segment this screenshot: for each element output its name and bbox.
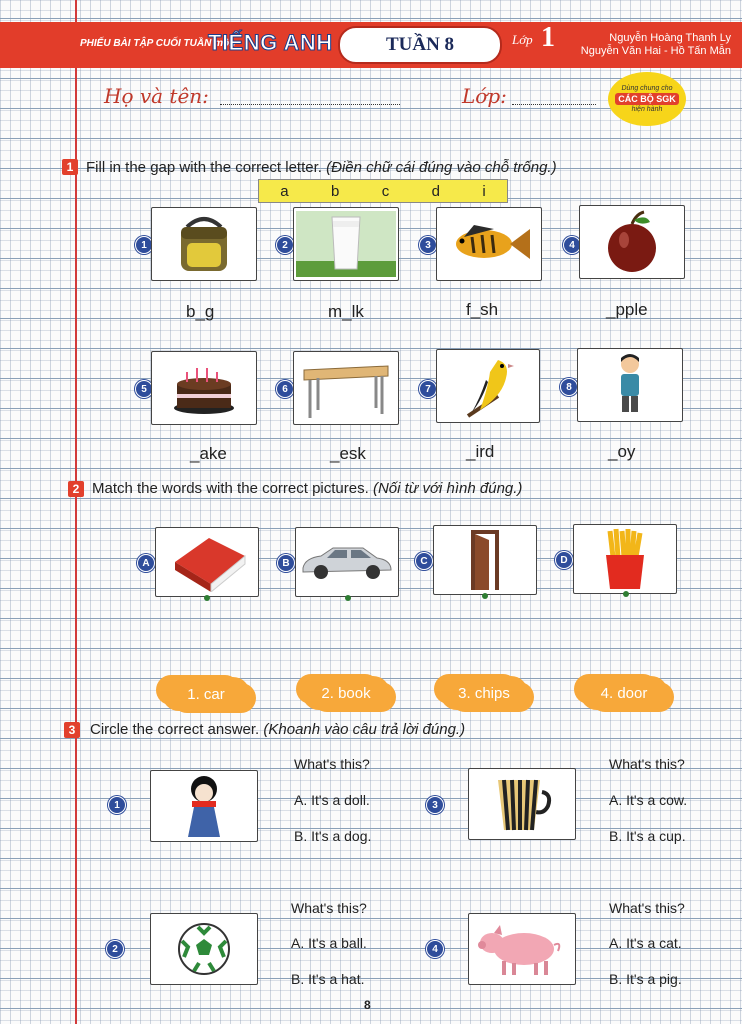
car-icon [299,542,395,582]
fill-word: _pple [606,300,648,319]
match-dot[interactable] [482,593,488,599]
answer-b[interactable]: B. It's a cup. [609,828,686,844]
picture-box [579,205,685,279]
badge-line-3: hiện hành [631,106,663,113]
item-number: 2 [276,236,294,254]
letter-bank [258,179,508,203]
door-icon [465,528,505,592]
fill-word: m_lk [328,302,364,321]
grade-number: 1 [541,22,555,53]
header-small-title: PHIẾU BÀI TẬP CUỐI TUẦN môn [80,38,236,49]
question-number: 4 [426,940,444,958]
cup-icon [490,774,554,834]
section-1-number: 1 [62,159,78,175]
match-picture[interactable] [295,527,399,597]
doll-icon [182,773,226,839]
section-3-title-en: Circle the correct answer. [90,721,260,738]
fill-word: b_g [186,302,215,321]
fill-word: _esk [330,444,366,463]
answer-a[interactable]: A. It's a ball. [291,935,367,951]
badge-line-2: CÁC BỘ SGK [615,93,679,105]
milk-icon [296,211,396,277]
match-picture[interactable] [573,524,677,594]
question-text: What's this? [609,756,685,772]
match-picture[interactable] [433,525,537,595]
week-box [338,26,502,64]
section-1-title-vi: (Điền chữ cái đúng vào chỗ trống.) [326,159,557,176]
cake-icon [169,358,239,418]
letter-d: d [431,182,440,200]
section-1-title [86,159,557,176]
picture-box [293,351,399,425]
section-1-title-en: Fill in the gap with the correct letter. [86,159,322,176]
section-2-title [92,480,522,497]
bird-icon [458,352,518,420]
fill-word: f_sh [466,300,499,319]
picture-letter: A [137,554,155,572]
chips-icon [600,527,650,591]
question-picture [150,770,258,842]
author-2: Nguyễn Văn Hai - Hồ Tấn Mẫn [580,45,731,57]
match-dot[interactable] [204,595,210,601]
sgk-badge [608,72,686,126]
question-number: 1 [108,796,126,814]
picture-box [293,207,399,281]
author-1: Nguyễn Hoàng Thanh Ly [609,32,731,44]
section-2-number: 2 [68,481,84,497]
fill-word: _oy [608,442,636,461]
question-picture [150,913,258,985]
bag-icon [169,213,239,275]
authors [563,32,731,58]
match-dot[interactable] [345,595,351,601]
picture-box [151,351,257,425]
letter-a: a [280,182,289,200]
item-number: 3 [419,236,437,254]
picture-letter: D [555,551,573,569]
answer-a[interactable]: A. It's a doll. [294,792,370,808]
letter-c: c [381,182,390,200]
picture-box [151,207,257,281]
picture-box [436,349,540,423]
book-icon [165,532,249,592]
desk-icon [298,356,394,420]
fish-icon [444,219,534,269]
week-label: TUẦN 8 [385,34,455,55]
picture-letter: C [415,552,433,570]
question-number: 2 [106,940,124,958]
section-3-title-vi: (Khoanh vào câu trả lời đúng.) [263,721,466,738]
question-number: 3 [426,796,444,814]
ball-icon [176,921,232,977]
answer-b[interactable]: B. It's a dog. [294,828,372,844]
pig-icon [476,921,568,977]
item-number: 4 [563,236,581,254]
question-text: What's this? [609,900,685,916]
question-picture [468,768,576,840]
match-picture[interactable] [155,527,259,597]
picture-box [577,348,683,422]
item-number: 7 [419,380,437,398]
badge-line-1: Dùng chung cho [621,85,673,92]
word-cloud[interactable]: 2. book [302,676,390,710]
page-number: 8 [364,998,371,1012]
picture-box [436,207,542,281]
section-2-title-vi: (Nối từ với hình đúng.) [372,480,523,497]
class-label: Lớp: [462,84,507,108]
answer-b[interactable]: B. It's a hat. [291,971,365,987]
word-cloud[interactable]: 1. car [162,677,250,711]
question-picture [468,913,576,985]
name-label: Họ và tên: [104,84,209,108]
fill-word: _ird [466,442,495,461]
boy-icon [610,352,650,418]
word-cloud[interactable]: 4. door [580,676,668,710]
word-cloud[interactable]: 3. chips [440,676,528,710]
margin-line [75,0,77,1024]
answer-a[interactable]: A. It's a cat. [609,935,682,951]
question-text: What's this? [291,900,367,916]
name-field[interactable] [220,104,400,105]
answer-b[interactable]: B. It's a pig. [609,971,682,987]
item-number: 1 [135,236,153,254]
item-number: 6 [276,380,294,398]
picture-letter: B [277,554,295,572]
letter-i: i [482,182,486,200]
section-3-title [90,721,465,738]
item-number: 8 [560,378,578,396]
answer-a[interactable]: A. It's a cow. [609,792,688,808]
class-field[interactable] [512,104,596,105]
section-3-number: 3 [64,722,80,738]
match-dot[interactable] [623,591,629,597]
item-number: 5 [135,380,153,398]
letter-b: b [330,182,340,200]
apple-icon [602,210,662,274]
header-subject: TIẾNG ANH [208,30,333,55]
section-2-title-en: Match the words with the correct pictures. [92,480,369,497]
fill-word: _ake [190,444,227,463]
grade-label: Lớp [512,32,533,47]
question-text: What's this? [294,756,370,772]
